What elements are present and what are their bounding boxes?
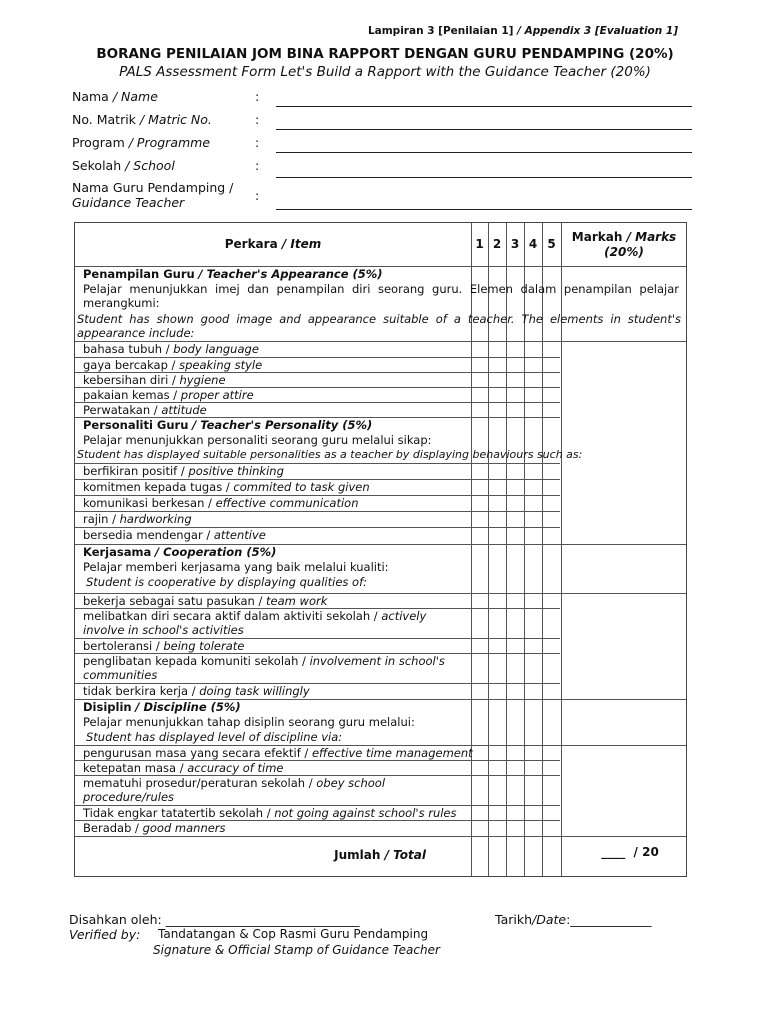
appearance-title: Penampilan Guru / Teacher's Appearance (5%) [83, 267, 383, 281]
list-item: Tidak engkar tatatertib sekolah / not going against school's rules [83, 806, 457, 820]
verified-by: Disahkan oleh: _______________________________ [69, 912, 360, 927]
personality-desc-ms: Pelajar menunjukkan personaliti seorang guru melalui sikap: [83, 433, 432, 447]
list-item: kebersihan diri / hygiene [83, 373, 226, 387]
list-item: pengurusan masa yang secara efektif / effective time management [83, 746, 473, 760]
personality-desc-en: Student has displayed suitable personalities as a teacher by displaying behaviours such as: [77, 448, 583, 461]
score-3-header: 3 [510, 237, 520, 251]
school-line[interactable] [276, 177, 692, 178]
programme-line[interactable] [276, 152, 692, 153]
programme-field[interactable]: Program / Programme : [72, 135, 692, 157]
list-item: pakaian kemas / proper attire [83, 388, 254, 402]
signature-label-en: Signature & Official Stamp of Guidance Teacher [153, 943, 440, 957]
date-field: Tarikh/Date:_____________ [495, 912, 652, 927]
school-field[interactable]: Sekolah / School : [72, 158, 692, 180]
appendix-ms: Lampiran 3 [Penilaian 1] [367, 25, 514, 37]
list-item: bahasa tubuh / body language [83, 342, 259, 356]
list-item: rajin / hardworking [83, 512, 192, 526]
list-item: Beradab / good manners [83, 821, 226, 835]
score-1-header: 1 [475, 237, 484, 251]
discipline-desc-en: Student has displayed level of discipline via: [86, 730, 343, 744]
list-item: komitmen kepada tugas / commited to task given [83, 480, 370, 494]
teacher-field[interactable]: Nama Guru Pendamping / Guidance Teacher : [72, 180, 692, 212]
appendix-en: / Appendix 3 [Evaluation 1] [517, 25, 678, 37]
appendix-label [368, 25, 678, 37]
discipline-desc-ms: Pelajar menunjukkan tahap disiplin seorang guru melalui: [83, 715, 415, 729]
signature-label: Tandatangan & Cop Rasmi Guru Pendamping [158, 927, 429, 941]
matric-field[interactable]: No. Matrik / Matric No. : [72, 112, 692, 134]
score-4-header: 4 [528, 237, 538, 251]
list-item: komunikasi berkesan / effective communication [83, 496, 359, 510]
list-item: gaya bercakap / speaking style [83, 358, 263, 372]
marks-header: Markah / Marks (20%) [571, 230, 677, 259]
school-label: Sekolah / School [72, 158, 175, 173]
score-2-header: 2 [492, 237, 502, 251]
list-item: bekerja sebagai satu pasukan / team work [83, 594, 328, 608]
cooperation-title: Kerjasama / Cooperation (5%) [83, 545, 277, 559]
name-field[interactable]: Nama / Name : [72, 89, 692, 111]
name-label: Nama / Name [72, 89, 158, 104]
list-item: bersedia mendengar / attentive [83, 528, 266, 542]
verified-by-en: Verified by: [69, 927, 141, 942]
list-item: melibatkan diri secara aktif dalam aktiviti sekolah / actively involve in school's activities [83, 609, 427, 637]
cooperation-desc-en: Student is cooperative by displaying qualities of: [86, 575, 367, 589]
teacher-line[interactable] [276, 209, 692, 210]
matric-line[interactable] [276, 129, 692, 130]
total-score: ____ / 20 [601, 845, 659, 859]
discipline-title: Disiplin / Discipline (5%) [83, 700, 241, 714]
name-line[interactable] [276, 106, 692, 107]
list-item: bertoleransi / being tolerate [83, 639, 245, 653]
cooperation-desc-ms: Pelajar memberi kerjasama yang baik melalui kualiti: [83, 560, 389, 574]
list-item: penglibatan kepada komuniti sekolah / involvement in school's communities [83, 654, 445, 682]
matric-label: No. Matrik / Matric No. [72, 112, 212, 127]
appearance-desc-en: Student has shown good image and appearance suitable of a teacher. The elements in student's appearance include: [77, 312, 681, 340]
list-item: ketepatan masa / accuracy of time [83, 761, 284, 775]
teacher-label: Nama Guru Pendamping / Guidance Teacher [72, 180, 234, 210]
personality-title: Personaliti Guru / Teacher's Personality (5%) [83, 418, 373, 432]
score-5-header: 5 [547, 237, 556, 251]
page-title: BORANG PENILAIAN JOM BINA RAPPORT DENGAN GURU PENDAMPING (20%) [96, 46, 674, 62]
item-header: Perkara / Item [224, 237, 322, 251]
programme-label: Program / Programme [72, 135, 211, 150]
assessment-table [74, 222, 687, 877]
row-divider [75, 836, 686, 837]
list-item: berfikiran positif / positive thinking [83, 464, 284, 478]
list-item: mematuhi prosedur/peraturan sekolah / obey school procedure/rules [83, 776, 386, 804]
list-item: tidak berkira kerja / doing task willingly [83, 684, 310, 698]
total-label: Jumlah / Total [334, 848, 426, 862]
page-subtitle: PALS Assessment Form Let's Build a Rapport with the Guidance Teacher (20%) [119, 64, 651, 80]
appearance-desc-ms: Pelajar menunjukkan imej dan penampilan diri seorang guru. Elemen dalam penampilan pelajar merangkumi: [83, 282, 679, 310]
list-item: Perwatakan / attitude [83, 403, 207, 417]
